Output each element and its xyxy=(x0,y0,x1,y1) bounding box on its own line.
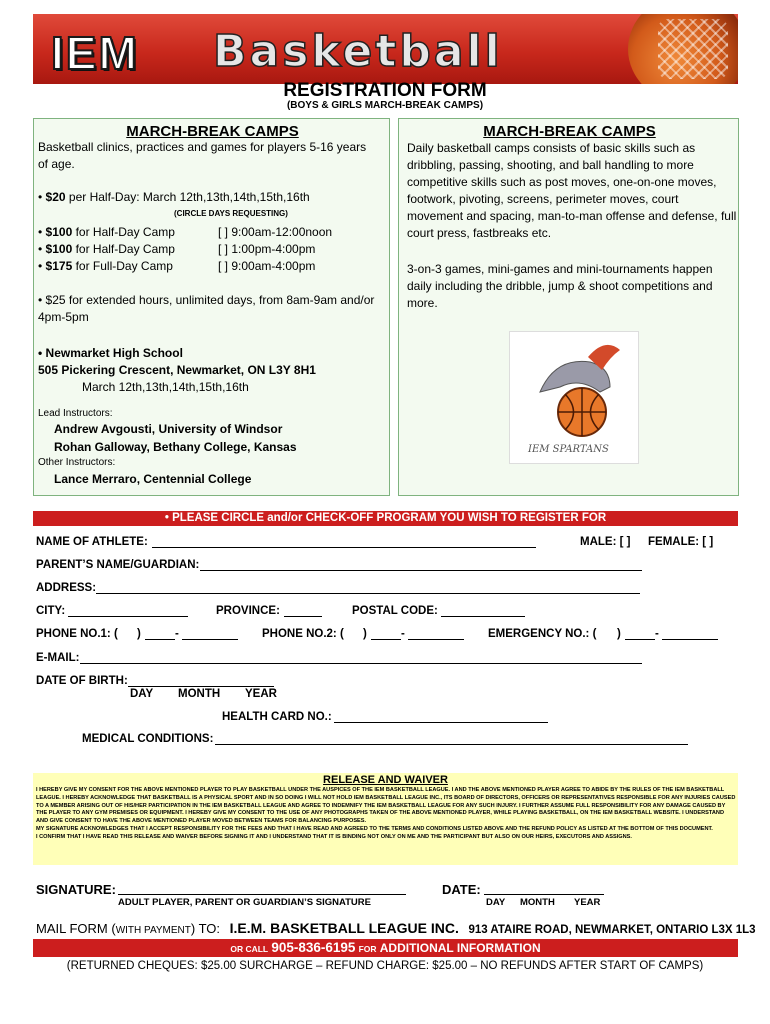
release-paragraph: I HEREBY GIVE MY CONSENT FOR THE ABOVE MENTIONED PLAYER TO PLAY BASKETBALL UNDER THE AUSPICES OF THE IEM BASKETBALL LEAGUE. I AND THE ABOVE MENTIONED PLAYER AGREE TO ABIDE BY THE RULES OF THE IEM BASKETBALL LEAGUE. I HEREBY ACKNOWLEDGE THAT BASKETBALL IS A PHYSICAL SPORT AND IN SO DOING I WILL NOT HOLD IEM BASKETBALL LEAGUE INC., ITS BOARD OF DIRECTORS, OFFICERS OR REPRESENTATIVES RESPONSIBLE FOR ANY INJURIES CAUSED TO A MEMBER ARISING OUT OF HIS/HER PARTICIPATION IN THE IEM BASKETBALL LEAGUE AND AGREE TO INDEMNIFY THE IEM BASKETBALL LEAGUE FOR ANY SUCH INJURY. I FURTHER ASSUME FULL RESPONSIBILITY FOR ANY DAMAGE CAUSED BY THE PLAYER TO ANY GYM PREMISES OR EQUIPMENT. I HEREBY GIVE MY CONSENT TO THE USE OF ANY PHOTOGRAPHS TAKEN OF THE ABOVE MENTIONED PLAYER, WHILE PLAYING BASKETBALL, ON THE IEM BASKETBALL WEBSITE. I UNDERSTAND AND GIVE CONSENT TO HAVE THE ABOVE MENTIONED PLAYER MOVED BETWEEN TEAMS FOR BALANCING PURPOSES. xyxy=(36,787,736,825)
call-for: FOR xyxy=(358,944,377,954)
call-post: ADDITIONAL INFORMATION xyxy=(379,941,541,955)
male-checkbox[interactable]: MALE: [ ] xyxy=(580,536,631,548)
option-row-1: • $100 for Half-Day Camp [ ] 9:00am-12:00noon xyxy=(38,225,333,239)
date-day-caption: DAY xyxy=(486,897,506,908)
banner-logo-basketball: Basketball xyxy=(213,26,503,77)
option-label: for Half-Day Camp xyxy=(72,225,175,239)
camp-games-description: 3-on-3 games, mini-games and mini-tournaments happen daily including the dribble, jump & shoot competitions and more. xyxy=(407,262,713,310)
phone2-label: PHONE NO.2: ( xyxy=(262,628,344,640)
right-box-title: MARCH-BREAK CAMPS xyxy=(483,123,656,140)
spartans-logo-graphic xyxy=(510,332,640,465)
emergency-prefix-field[interactable] xyxy=(625,629,655,640)
halfday-text: per Half-Day: March 12th,13th,14th,15th,16th xyxy=(65,190,310,204)
option-label: for Full-Day Camp xyxy=(72,259,173,273)
date-month-caption: MONTH xyxy=(520,897,555,908)
dob-year-caption: YEAR xyxy=(245,688,277,700)
province-label: PROVINCE: xyxy=(216,605,280,617)
emergency-label: EMERGENCY NO.: ( xyxy=(488,628,597,640)
option-price: $100 xyxy=(45,242,73,256)
page-subtitle: (BOYS & GIRLS MARCH-BREAK CAMPS) xyxy=(286,100,484,111)
phone1-close-paren: ) xyxy=(137,628,141,640)
dob-month-caption: MONTH xyxy=(178,688,221,700)
athlete-name-label: NAME OF ATHLETE: xyxy=(36,536,148,548)
email-label: E-MAIL: xyxy=(36,652,80,664)
phone1-label: PHONE NO.1: ( xyxy=(36,628,118,640)
city-label: CITY: xyxy=(36,605,66,617)
athlete-name-field[interactable] xyxy=(152,537,536,548)
mail-prefix: MAIL FORM ( xyxy=(36,921,116,936)
signature-label: SIGNATURE: xyxy=(36,882,116,897)
venue-address: 505 Pickering Crescent, Newmarket, ON L3Y 8H1 xyxy=(38,363,316,377)
medical-conditions-label: MEDICAL CONDITIONS: xyxy=(82,733,214,745)
phone2-number-field[interactable] xyxy=(408,629,464,640)
postal-code-field[interactable] xyxy=(441,606,525,617)
camp-skills-description: Daily basketball camps consists of basic skills such as dribbling, passing, shooting, and ball handling to more competitive skills such as post moves, one-on-one moves, footwork, pivoting, screens, perimeter moves, court movement and spacing, man-to-man offense and defense, full court press, fastbreaks etc. xyxy=(407,141,737,240)
emergency-close-paren: ) xyxy=(617,628,621,640)
camp-intro: Basketball clinics, practices and games for players 5-16 years of age. xyxy=(38,140,367,171)
call-bar xyxy=(33,939,738,957)
spartans-logo-text: IEM SPARTANS xyxy=(528,444,609,455)
dob-field[interactable] xyxy=(128,676,274,687)
other-instructors-label: Other Instructors: xyxy=(38,457,116,468)
option-checkbox[interactable]: [ ] 9:00am-12:00noon xyxy=(218,225,333,239)
release-waiver-title: RELEASE AND WAIVER xyxy=(323,774,448,786)
dob-day-caption: DAY xyxy=(130,688,154,700)
release-waiver-box xyxy=(33,773,738,865)
halfday-pricing: • $20 per Half-Day: March 12th,13th,14th,15th,16th xyxy=(38,190,310,204)
halfday-price: $20 xyxy=(45,190,66,204)
date-label: DATE: xyxy=(442,882,481,897)
extended-hours: • $25 for extended hours, unlimited days, from 8am-9am and/or 4pm-5pm xyxy=(38,293,375,324)
banner-logo-iem: IEM xyxy=(51,27,139,79)
mail-org-name: I.E.M. BASKETBALL LEAGUE INC. xyxy=(229,920,459,936)
health-card-field[interactable] xyxy=(334,712,548,723)
email-field[interactable] xyxy=(80,653,642,664)
other-instructor-1: Lance Merraro, Centennial College xyxy=(54,472,252,486)
phone1-number-field[interactable] xyxy=(182,629,238,640)
signature-field[interactable] xyxy=(118,884,406,895)
option-label: for Half-Day Camp xyxy=(72,242,175,256)
emergency-number-field[interactable] xyxy=(662,629,718,640)
call-phone-number: 905-836-6195 xyxy=(271,940,356,955)
signature-caption: ADULT PLAYER, PARENT OR GUARDIAN’S SIGNATURE xyxy=(118,897,371,908)
address-label: ADDRESS: xyxy=(36,582,97,594)
header-banner xyxy=(33,14,738,84)
release-paragraph: I CONFIRM THAT I HAVE READ THIS RELEASE AND WAIVER BEFORE SIGNING IT AND I UNDERSTAND THAT IT IS BINDING NOT ONLY ON ME AND THE PARTICIPANT BUT ALSO ON OUR HEIRS, EXECUTORS AND ASSIGNS. xyxy=(36,833,632,840)
mail-instructions xyxy=(36,920,756,936)
emergency-dash: - xyxy=(655,628,659,640)
option-price: $175 xyxy=(45,259,73,273)
option-checkbox[interactable]: [ ] 9:00am-4:00pm xyxy=(218,259,316,273)
release-waiver-text xyxy=(36,787,736,842)
phone2-dash: - xyxy=(401,628,405,640)
date-year-caption: YEAR xyxy=(574,897,601,908)
address-field[interactable] xyxy=(96,583,640,594)
spartans-logo xyxy=(509,331,639,464)
release-paragraph: MY SIGNATURE ACKNOWLEDGES THAT I ACCEPT RESPONSIBILITY FOR THE FEES AND THAT I HAVE READ AND AGREED TO THE TERMS AND CONDITIONS LISTED ABOVE AND THE REFUND POLICY AS LISTED AT THE BOTTOM OF THIS DOCUMENT. xyxy=(36,825,713,832)
option-checkbox[interactable]: [ ] 1:00pm-4:00pm xyxy=(218,242,316,256)
page-title: REGISTRATION FORM xyxy=(283,80,487,101)
option-price: $100 xyxy=(45,225,73,239)
left-camp-box xyxy=(33,118,390,496)
date-field[interactable] xyxy=(484,884,604,895)
right-camp-box xyxy=(398,118,739,496)
phone1-prefix-field[interactable] xyxy=(145,629,175,640)
city-field[interactable] xyxy=(68,606,188,617)
parent-name-label: PARENT’S NAME/GUARDIAN: xyxy=(36,559,200,571)
register-instruction-bar: • PLEASE CIRCLE and/or CHECK-OFF PROGRAM YOU WISH TO REGISTER FOR xyxy=(33,511,738,526)
dob-label: DATE OF BIRTH: xyxy=(36,675,128,687)
circle-days-note: (CIRCLE DAYS REQUESTING) xyxy=(174,209,288,218)
health-card-label: HEALTH CARD NO.: xyxy=(222,711,332,723)
mail-with-payment: WITH PAYMENT xyxy=(115,925,191,936)
option-row-2: • $100 for Half-Day Camp [ ] 1:00pm-4:00pm xyxy=(38,242,316,256)
call-pre: OR CALL xyxy=(230,944,269,954)
mail-to: ) TO: xyxy=(190,921,221,936)
lead-instructor-1: Andrew Avgousti, University of Windsor xyxy=(54,422,283,436)
lead-instructors-label: Lead Instructors: xyxy=(38,408,113,419)
province-field[interactable] xyxy=(284,606,322,617)
option-row-3: • $175 for Full-Day Camp [ ] 9:00am-4:00pm xyxy=(38,259,316,273)
phone2-close-paren: ) xyxy=(363,628,367,640)
phone2-prefix-field[interactable] xyxy=(371,629,401,640)
postal-code-label: POSTAL CODE: xyxy=(352,605,438,617)
venue-dates: March 12th,13th,14th,15th,16th xyxy=(82,380,249,394)
lead-instructor-2: Rohan Galloway, Bethany College, Kansas xyxy=(54,440,297,454)
venue-name: • Newmarket High School xyxy=(38,346,183,360)
female-checkbox[interactable]: FEMALE: [ ] xyxy=(648,536,714,548)
left-box-title: MARCH-BREAK CAMPS xyxy=(126,123,299,140)
medical-conditions-field[interactable] xyxy=(215,734,688,745)
footer-refund-policy: (RETURNED CHEQUES: $25.00 SURCHARGE – REFUND CHARGE: $25.00 – NO REFUNDS AFTER START OF CAMPS) xyxy=(66,960,704,972)
parent-name-field[interactable] xyxy=(200,560,642,571)
net-graphic xyxy=(658,19,728,79)
phone1-dash: - xyxy=(175,628,179,640)
mail-address: 913 ATAIRE ROAD, NEWMARKET, ONTARIO L3X 1L3 xyxy=(468,924,756,936)
